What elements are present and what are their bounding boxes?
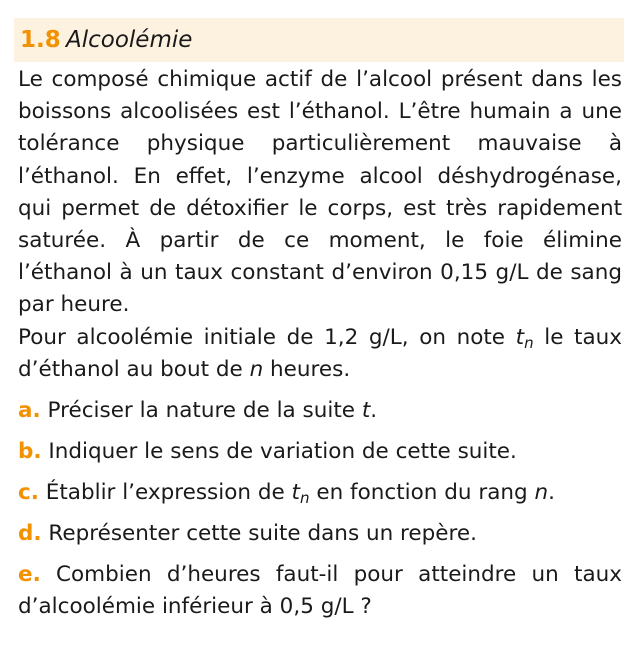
sequence-letter: t [515, 324, 525, 350]
question-b [18, 436, 622, 468]
question-d [18, 518, 622, 550]
exercise-header [14, 18, 624, 62]
question-c-text: Établir l’expression de [38, 480, 292, 506]
sequence-variable [516, 325, 534, 350]
question-c-letter-t: t [291, 480, 300, 506]
sequence-index: n [524, 333, 534, 352]
question-d-text: Représenter cette suite dans un repère. [41, 521, 477, 547]
intro-paragraph: Le composé chimique actif de l’alcool présent dans les boissons alcoolisées est l’éthanol. L’être humain a une tolérance physique particulièrement mauvaise à l’éthanol. En effet, l’enzyme alcool déshydrogénase, qui permet de détoxifier le corps, est très rapidement saturée. À partir de ce moment, le foie élimine l’éthanol à un taux constant d’environ 0,15 g/L de sang par heure. [18, 67, 622, 318]
question-b-letter: b. [18, 439, 42, 465]
exercise-body [18, 64, 622, 623]
question-a-end: . [370, 398, 378, 424]
question-c-index: n [299, 489, 310, 508]
definition-paragraph [18, 322, 622, 386]
question-c-middle: en fonction du rang [309, 480, 535, 506]
question-e-letter: e. [18, 562, 41, 588]
hours-variable: n [249, 356, 264, 382]
question-a-variable: t [361, 398, 371, 424]
question-a [18, 395, 622, 427]
question-c-variable [291, 480, 310, 508]
exercise-number: 1.8 [20, 27, 61, 53]
question-a-text: Préciser la nature de la suite [40, 398, 362, 424]
question-c [18, 477, 622, 509]
question-c-end: . [548, 480, 555, 506]
definition-text-start: Pour alcoolémie initiale de 1,2 g/L, on note [18, 324, 516, 350]
question-d-letter: d. [18, 521, 42, 547]
exercise-title: Alcoolémie [66, 27, 193, 53]
question-b-text: Indiquer le sens de variation de cette suite. [41, 439, 517, 465]
question-e-text: Combien d’heures faut-il pour atteindre un taux d’alcoolémie inférieur à 0,5 g/L ? [18, 562, 622, 620]
definition-text-end: heures. [263, 356, 351, 382]
question-e [18, 559, 622, 623]
question-a-letter: a. [18, 398, 41, 424]
question-c-rank: n [534, 480, 549, 506]
definition-text-middle: le taux d’éthanol au bout de [18, 324, 622, 382]
question-c-letter: c. [18, 480, 39, 506]
